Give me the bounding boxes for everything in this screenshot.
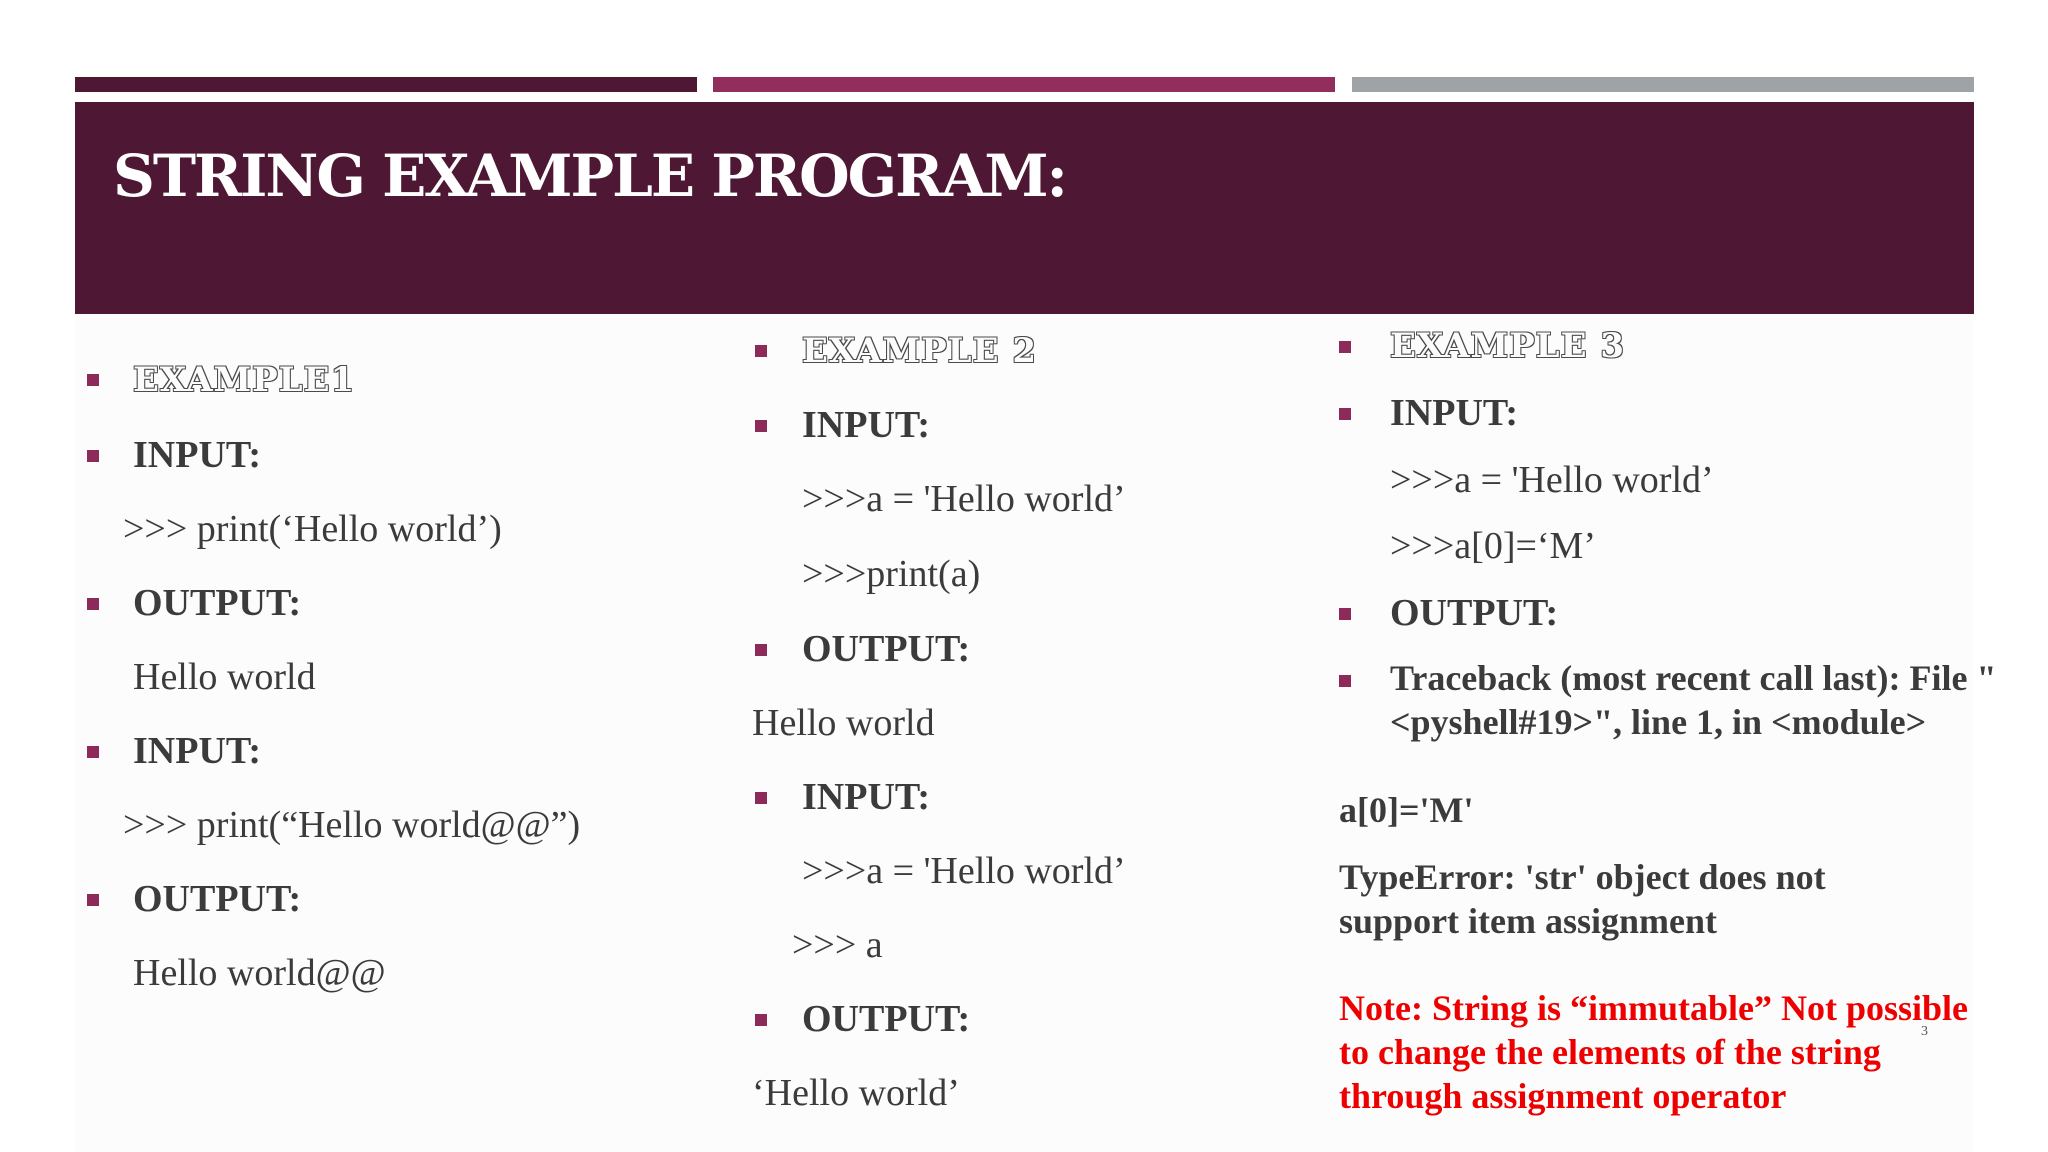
example2-output1-label: OUTPUT: <box>802 628 971 670</box>
slide-content <box>75 314 1997 1152</box>
slide-title: STRING EXAMPLE PROGRAM: <box>113 142 1066 210</box>
example2-input1-line1: >>>a = 'Hello world’ <box>802 478 1126 520</box>
example2-heading: EXAMPLE 2 <box>802 331 1037 371</box>
example2-input2-line1: >>>a = 'Hello world’ <box>802 850 1126 892</box>
bullet-marker <box>755 792 767 804</box>
example1-output1-value: Hello world <box>133 656 316 698</box>
bullet-marker <box>87 894 99 906</box>
example2-output2-label: OUTPUT: <box>802 998 971 1040</box>
bullet-marker <box>755 1014 767 1026</box>
example3-traceback: Traceback (most recent call last): File "<pyshell#19>", line 1, in <module> <box>1390 658 1997 742</box>
bullet-marker <box>755 644 767 656</box>
bullet-marker <box>1339 341 1351 353</box>
example2-output2-value: ‘Hello world’ <box>752 1072 960 1114</box>
example2-input2-line2: >>> a <box>792 924 883 966</box>
accent-bar-dark <box>75 77 697 92</box>
bullet-marker <box>87 598 99 610</box>
example3-input-line2: >>>a[0]=‘M’ <box>1390 525 1596 567</box>
example1-input1-code: >>> print(‘Hello world’) <box>123 508 502 550</box>
example2-input2-label: INPUT: <box>802 776 931 818</box>
example1-output2-label: OUTPUT: <box>133 878 302 920</box>
bullet-marker <box>1339 408 1351 420</box>
bullet-marker <box>1339 608 1351 620</box>
example3-note: Note: String is “immutable” Not possible to change the elements of the string through assignment operator <box>1339 988 1968 1116</box>
slide-number: 3 <box>1921 1024 1928 1039</box>
accent-bar-magenta <box>713 77 1335 92</box>
bullet-marker <box>755 420 767 432</box>
example3-error: TypeError: 'str' object does not support item assignment <box>1339 857 1826 941</box>
example3-output-label: OUTPUT: <box>1390 592 1559 634</box>
bullet-marker <box>87 374 99 386</box>
example2-output1-value: Hello world <box>752 702 935 744</box>
bullet-marker <box>1339 675 1351 687</box>
example3-input-line1: >>>a = 'Hello world’ <box>1390 459 1714 501</box>
example2-input1-label: INPUT: <box>802 404 931 446</box>
example3-code-line: a[0]='M' <box>1339 790 1474 830</box>
example1-heading: EXAMPLE1 <box>133 360 356 400</box>
example2-input1-line2: >>>print(a) <box>802 553 981 595</box>
example1-input1-label: INPUT: <box>133 434 262 476</box>
accent-bar-gray <box>1352 77 1974 92</box>
example1-input2-label: INPUT: <box>133 730 262 772</box>
title-band <box>75 102 1974 314</box>
example3-heading: EXAMPLE 3 <box>1390 326 1625 366</box>
bullet-marker <box>87 450 99 462</box>
example3-input-label: INPUT: <box>1390 392 1519 434</box>
example1-input2-code: >>> print(“Hello world@@”) <box>123 804 581 846</box>
bullet-marker <box>87 746 99 758</box>
bullet-marker <box>755 345 767 357</box>
example1-output2-value: Hello world@@ <box>133 952 386 994</box>
example1-output1-label: OUTPUT: <box>133 582 302 624</box>
